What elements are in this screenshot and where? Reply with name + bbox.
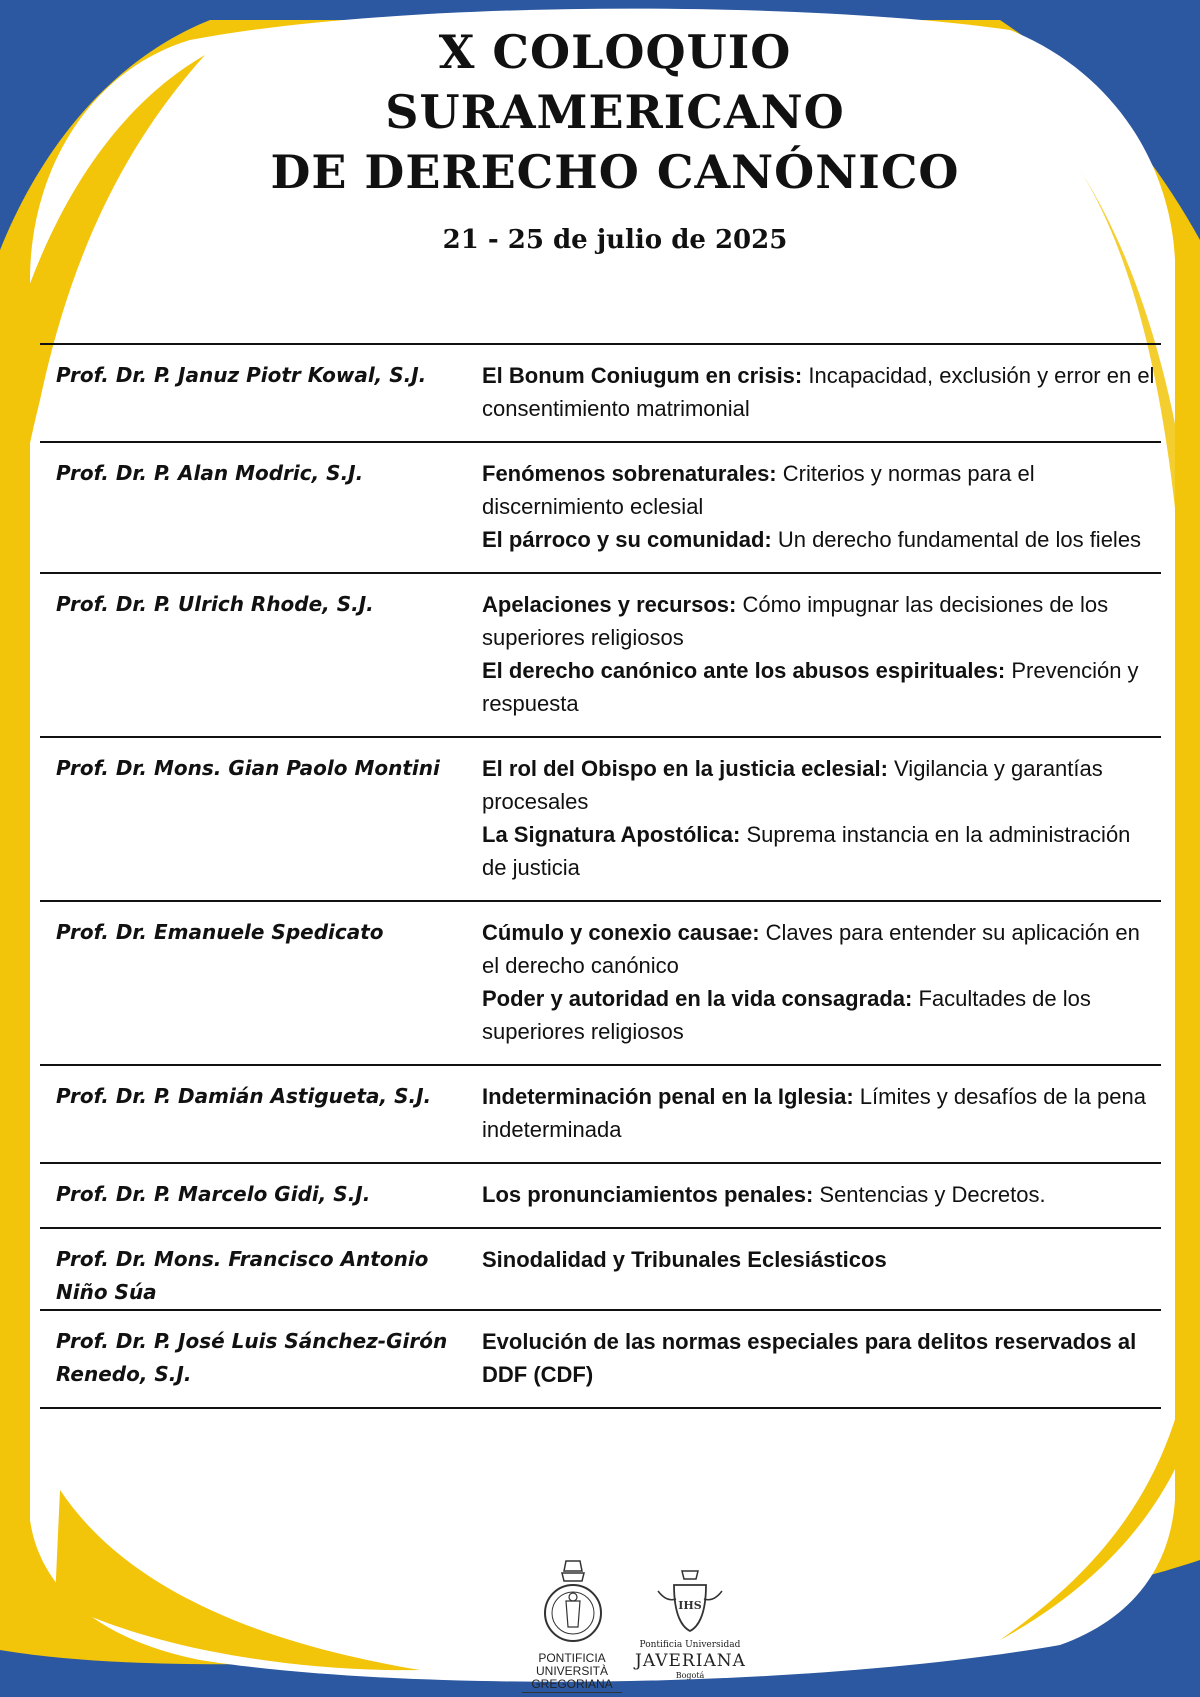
topic-title: El derecho canónico ante los abusos espirituales: <box>482 658 1006 683</box>
topic-description: Incapacidad, exclusión y error en el consentimiento matrimonial <box>482 363 1155 421</box>
topic-description: Sentencias y Decretos. <box>813 1182 1046 1207</box>
title-line: DE DERECHO CANÓNICO <box>270 145 960 199</box>
topic-description: Facultades de los superiores religiosos <box>482 986 1091 1044</box>
topic <box>482 654 1157 720</box>
topics-cell <box>467 574 1161 736</box>
speaker-name: Prof. Dr. Mons. Gian Paolo Montini <box>56 756 440 780</box>
topic-title: Fenómenos sobrenaturales: <box>482 461 777 486</box>
topic-title: Cúmulo y conexio causae: <box>482 920 760 945</box>
javeriana-logo-text: Pontificia Universidad JAVERIANA Bogotá <box>635 1640 746 1680</box>
topic-title: La Signatura Apostólica: <box>482 822 741 847</box>
logo-divider <box>522 1692 622 1693</box>
gregoriana-logo-text: PONTIFICIA UNIVERSITÀ GREGORIANA <box>531 1651 613 1691</box>
topics-cell <box>467 1229 1161 1309</box>
topic-description: Límites y desafíos de la pena indeterminada <box>482 1084 1146 1142</box>
topic-description: Cómo impugnar las decisiones de los superiores religiosos <box>482 592 1109 650</box>
table-row <box>40 1164 1161 1229</box>
topic-title: Evolución de las normas especiales para delitos reservados al DDF (CDF) <box>482 1329 1137 1387</box>
topic <box>482 1325 1157 1391</box>
topic-title: Los pronunciamientos penales: <box>482 1182 814 1207</box>
table-row <box>40 1311 1161 1409</box>
topic <box>482 818 1157 884</box>
speaker-name: Prof. Dr. Mons. Francisco Antonio Niño Súa <box>56 1247 429 1304</box>
speaker-name: Prof. Dr. Emanuele Spedicato <box>56 920 384 944</box>
topic <box>482 457 1157 523</box>
topic <box>482 359 1157 425</box>
topic <box>482 588 1157 654</box>
topics-cell <box>467 443 1161 572</box>
topic-title: Sinodalidad y Tribunales Eclesiásticos <box>482 1247 887 1272</box>
topic <box>482 1178 1157 1211</box>
topic-title: Apelaciones y recursos: <box>482 592 737 617</box>
topic-description: Criterios y normas para el discernimiento eclesial <box>482 461 1035 519</box>
speaker-name: Prof. Dr. P. José Luis Sánchez-Girón Renedo, S.J. <box>56 1329 448 1386</box>
table-row <box>40 1066 1161 1164</box>
topic <box>482 523 1157 556</box>
topic-description: Suprema instancia en la administración de justicia <box>482 822 1131 880</box>
topic <box>482 752 1157 818</box>
speaker-name: Prof. Dr. P. Damián Astigueta, S.J. <box>56 1084 432 1108</box>
javeriana-seal-icon <box>652 1565 728 1635</box>
topics-cell <box>467 345 1161 441</box>
topic-title: Poder y autoridad en la vida consagrada: <box>482 986 913 1011</box>
event-title <box>0 22 1200 202</box>
title-line: X COLOQUIO <box>438 25 792 79</box>
topic-title: El rol del Obispo en la justicia eclesial: <box>482 756 888 781</box>
topic-description: Vigilancia y garantías procesales <box>482 756 1103 814</box>
table-row <box>40 443 1161 574</box>
table-row <box>40 738 1161 902</box>
speaker-name: Prof. Dr. P. Marcelo Gidi, S.J. <box>56 1182 371 1206</box>
topic-description: Un derecho fundamental de los fieles <box>771 527 1142 552</box>
topics-cell <box>467 1164 1161 1227</box>
topics-cell <box>467 1311 1161 1407</box>
title-line: SURAMERICANO <box>385 85 845 139</box>
topic-title: El párroco y su comunidad: <box>482 527 772 552</box>
topic-title: Indeterminación penal en la Iglesia: <box>482 1084 854 1109</box>
topic-description: Prevención y respuesta <box>482 658 1139 716</box>
program-table <box>40 343 1161 1409</box>
speaker-name: Prof. Dr. P. Alan Modric, S.J. <box>56 461 364 485</box>
speaker-name: Prof. Dr. P. Januz Piotr Kowal, S.J. <box>56 363 427 387</box>
topic <box>482 1080 1157 1146</box>
topics-cell <box>467 1066 1161 1162</box>
speaker-name: Prof. Dr. P. Ulrich Rhode, S.J. <box>56 592 374 616</box>
topics-cell <box>467 738 1161 900</box>
table-row <box>40 902 1161 1066</box>
table-row <box>40 574 1161 738</box>
institution-logos <box>530 1555 750 1695</box>
topic <box>482 982 1157 1048</box>
table-row <box>40 1229 1161 1311</box>
gregoriana-seal-icon <box>542 1557 604 1649</box>
table-row <box>40 345 1161 443</box>
topic <box>482 916 1157 982</box>
topic <box>482 1243 1157 1276</box>
svg-text:IHS: IHS <box>678 1599 702 1612</box>
topic-title: El Bonum Coniugum en crisis: <box>482 363 803 388</box>
topic-description: Claves para entender su aplicación en el derecho canónico <box>482 920 1140 978</box>
event-date: 21 - 25 de julio de 2025 <box>442 225 788 255</box>
topics-cell <box>467 902 1161 1064</box>
